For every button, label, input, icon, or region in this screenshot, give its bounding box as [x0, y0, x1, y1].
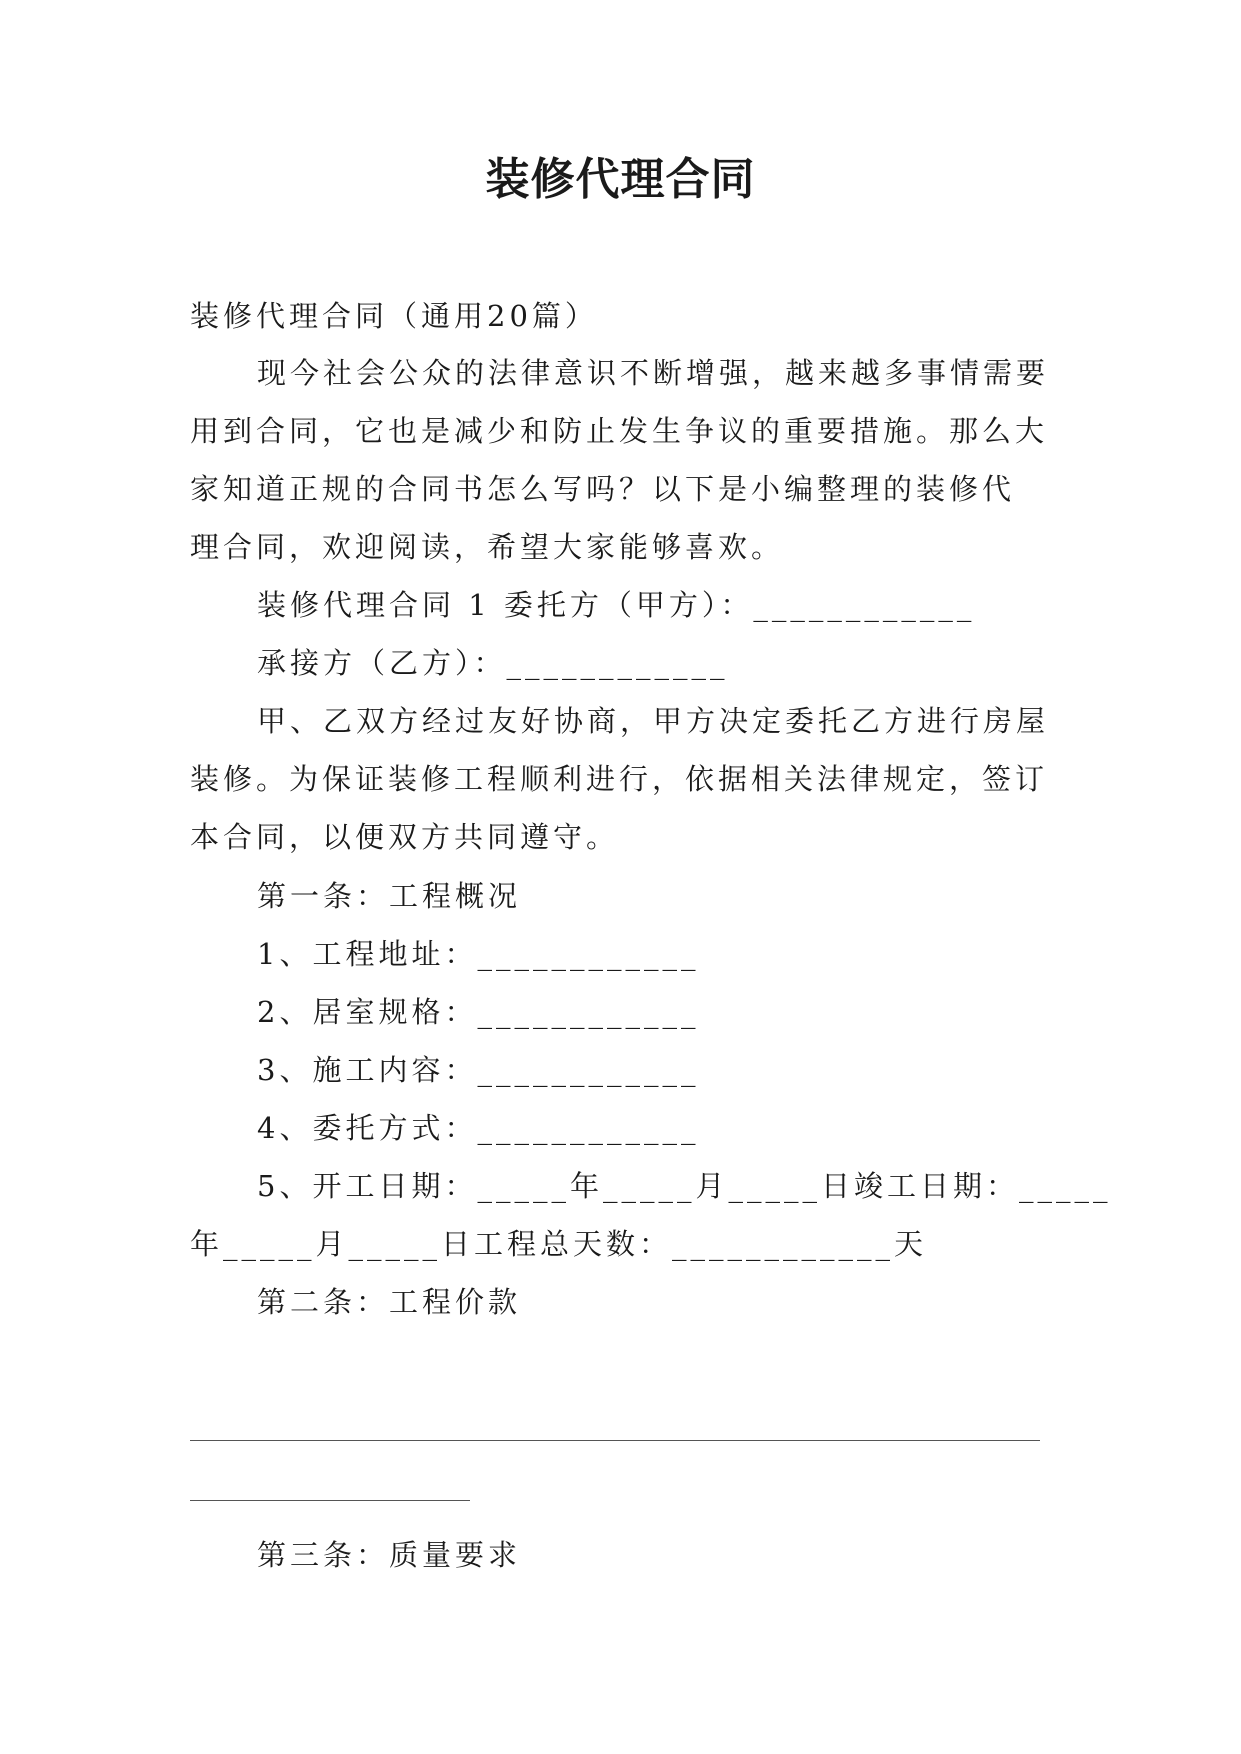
- doc-line: 1、工程地址：____________: [257, 937, 700, 971]
- doc-line: 3、施工内容：____________: [257, 1053, 700, 1087]
- doc-line: 5、开工日期：_____年_____月_____日竣工日期：_____: [257, 1169, 1112, 1203]
- section-heading: 第二条：工程价款: [257, 1285, 522, 1319]
- doc-line: 甲、乙双方经过友好协商，甲方决定委托乙方进行房屋: [257, 704, 1050, 738]
- doc-line: 承接方（乙方）：____________: [257, 646, 729, 680]
- doc-line: 装修。为保证装修工程顺利进行，依据相关法律规定，签订: [190, 762, 1049, 796]
- doc-line-subtitle: 装修代理合同（通用20篇）: [190, 299, 598, 333]
- doc-line: 家知道正规的合同书怎么写吗？以下是小编整理的装修代: [190, 472, 1016, 506]
- section-heading: 第三条：质量要求: [257, 1538, 522, 1572]
- doc-line: 装修代理合同 1 委托方（甲方）：____________: [257, 588, 976, 622]
- section-heading: 第一条：工程概况: [257, 879, 522, 913]
- doc-line: 本合同，以便双方共同遵守。: [190, 820, 620, 854]
- document-title: 装修代理合同: [485, 154, 756, 205]
- doc-line: 2、居室规格：____________: [257, 995, 700, 1029]
- doc-line: 理合同，欢迎阅读，希望大家能够喜欢。: [190, 530, 785, 564]
- doc-line: 4、委托方式：____________: [257, 1111, 700, 1145]
- blank-fill-line: [190, 1440, 1040, 1441]
- blank-fill-line: [190, 1500, 470, 1501]
- doc-line: 年_____月_____日工程总天数：____________天: [190, 1227, 928, 1261]
- doc-line: 现今社会公众的法律意识不断增强，越来越多事情需要: [257, 356, 1050, 390]
- doc-line: 用到合同，它也是减少和防止发生争议的重要措施。那么大: [190, 414, 1049, 448]
